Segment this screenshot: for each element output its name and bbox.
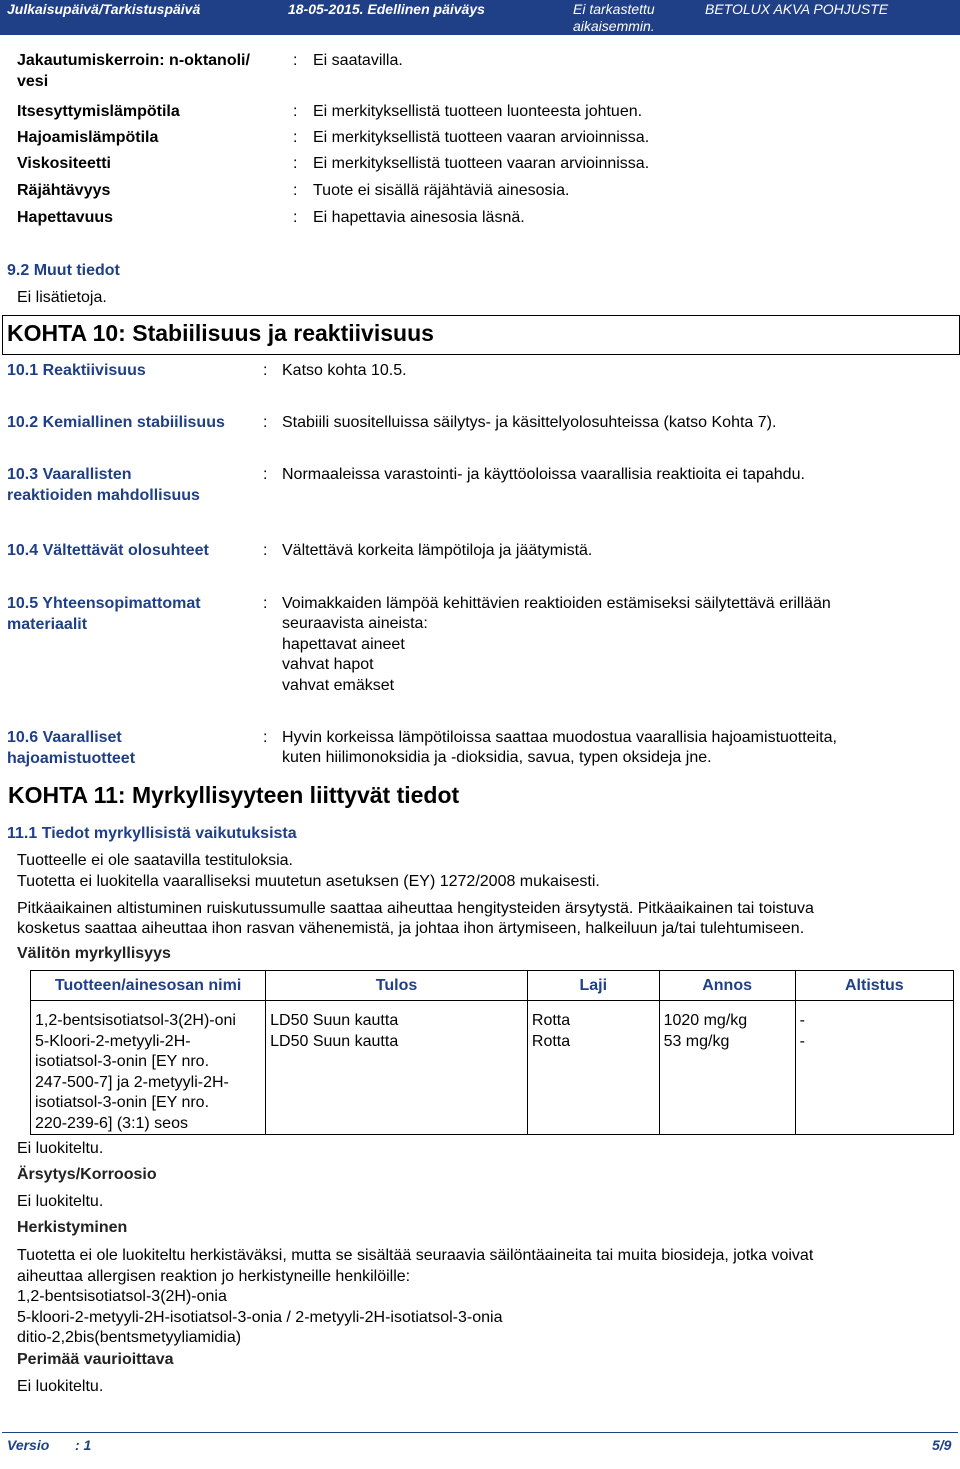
species-line: Rotta bbox=[531, 1032, 571, 1050]
column-header: Tulos bbox=[266, 971, 528, 1001]
colon: : bbox=[293, 182, 298, 199]
page-header bbox=[0, 0, 960, 35]
substance-name-line: 5-Kloori-2-metyyli-2H- bbox=[35, 1032, 191, 1050]
section-10-title: KOHTA 10: Stabiilisuus ja reaktiivisuus bbox=[7, 320, 434, 346]
dose-line: 1020 mg/kg bbox=[663, 1012, 748, 1029]
species-line: Rotta bbox=[531, 1012, 571, 1029]
colon: : bbox=[263, 595, 268, 612]
section-10-header bbox=[2, 315, 960, 355]
exposure-line: - bbox=[799, 1032, 805, 1050]
toxicology-text: kosketus saattaa aiheuttaa ihon rasvan vähenemistä, ja johtaa ihon ärtymiseen, halkeiluun ja/tai tulehtumiseen. bbox=[17, 920, 805, 937]
reactivity-value: Katso kohta 10.5. bbox=[282, 362, 407, 379]
substance-name-line: isotiatsol-3-onin [EY nro. bbox=[35, 1094, 210, 1111]
property-label: Jakautumiskerroin: n-oktanoli/ bbox=[17, 52, 250, 69]
colon: : bbox=[263, 414, 268, 431]
sensitisation-text: 1,2-bentsisotiatsol-3(2H)-onia bbox=[17, 1288, 227, 1305]
incompatible-value: Voimakkaiden lämpöä kehittävien reaktioiden estämiseksi säilytettävä erillään bbox=[282, 595, 831, 612]
section-9-2-text: Ei lisätietoja. bbox=[17, 289, 107, 306]
colon: : bbox=[263, 542, 268, 559]
toxicology-text: Pitkäaikainen altistuminen ruiskutussumulle saattaa aiheuttaa hengitysteiden ärsytystä. Pitkäaikainen tai toistuva bbox=[17, 900, 814, 917]
incompatible-value: vahvat emäkset bbox=[282, 677, 395, 694]
substance-name-line: 247-500-7] ja 2-metyyli-2H- bbox=[35, 1073, 229, 1091]
result-cell bbox=[266, 1001, 528, 1135]
hazardous-reactions-label: 10.3 Vaarallisten bbox=[7, 466, 132, 483]
colon: : bbox=[263, 729, 268, 746]
colon: : bbox=[293, 52, 298, 69]
acute-toxicity-title: Välitön myrkyllisyys bbox=[17, 945, 171, 962]
version-label: Versio bbox=[7, 1437, 50, 1453]
table-header-row bbox=[31, 971, 954, 1001]
verified-note: Ei tarkastettu aikaisemmin. bbox=[573, 1, 655, 34]
incompatible-value: vahvat hapot bbox=[282, 656, 374, 673]
substance-name-line: 1,2-bentsisotiatsol-3(2H)-oni bbox=[35, 1012, 236, 1029]
page-number: 5/9 bbox=[932, 1437, 952, 1453]
result-line: LD50 Suun kautta bbox=[270, 1032, 399, 1050]
incompatible-value: seuraavista aineista: bbox=[282, 615, 428, 632]
hazardous-reactions-value: Normaaleissa varastointi- ja käyttöoloissa vaarallisia reaktioita ei tapahdu. bbox=[282, 466, 805, 483]
revision-label: Julkaisupäivä/Tarkistuspäivä bbox=[7, 1, 201, 17]
not-classified-text: Ei luokiteltu. bbox=[17, 1193, 104, 1210]
species-cell bbox=[527, 1001, 659, 1135]
revision-date: 18-05-2015. Edellinen päiväys bbox=[288, 1, 485, 17]
property-label: vesi bbox=[17, 73, 49, 90]
not-classified-text: Ei luokiteltu. bbox=[17, 1140, 104, 1157]
substance-name-line: isotiatsol-3-onin [EY nro. bbox=[35, 1053, 210, 1070]
colon: : bbox=[293, 103, 298, 120]
incompatible-label: 10.5 Yhteensopimattomat bbox=[7, 595, 201, 612]
incompatible-value: hapettavat aineet bbox=[282, 636, 405, 653]
substance-name-cell bbox=[31, 1001, 266, 1135]
colon: : bbox=[293, 155, 298, 172]
decomposition-value: Hyvin korkeissa lämpötiloissa saattaa muodostua vaarallisia hajoamistuotteita, bbox=[282, 729, 837, 746]
toxicology-subtitle: 11.1 Tiedot myrkyllisistä vaikutuksista bbox=[7, 825, 297, 842]
property-label: Räjähtävyys bbox=[17, 182, 111, 199]
irritation-title: Ärsytys/Korroosio bbox=[17, 1166, 157, 1183]
hazardous-reactions-label: reaktioiden mahdollisuus bbox=[7, 487, 200, 504]
property-label: Itsesyttymislämpötila bbox=[17, 103, 180, 120]
decomposition-value: kuten hiilimonoksidia ja -dioksidia, savua, typen oksideja jne. bbox=[282, 749, 712, 766]
reactivity-label: 10.1 Reaktiivisuus bbox=[7, 362, 146, 379]
section-11-header bbox=[2, 782, 958, 812]
sensitisation-title: Herkistyminen bbox=[17, 1219, 128, 1236]
dose-line: 53 mg/kg bbox=[663, 1032, 730, 1050]
version-value: : 1 bbox=[75, 1437, 92, 1453]
stability-label: 10.2 Kemiallinen stabiilisuus bbox=[7, 414, 225, 431]
property-value: Tuote ei sisällä räjähtäviä ainesosia. bbox=[313, 182, 570, 199]
decomposition-label: 10.6 Vaaralliset bbox=[7, 729, 122, 746]
acute-toxicity-table bbox=[30, 970, 954, 1135]
sensitisation-text: ditio-2,2bis(bentsmetyyliamidia) bbox=[17, 1329, 242, 1346]
table-row bbox=[31, 1001, 954, 1135]
property-value: Ei saatavilla. bbox=[313, 52, 403, 69]
dose-cell bbox=[659, 1001, 795, 1135]
section-9-2-title: 9.2 Muut tiedot bbox=[7, 262, 120, 279]
incompatible-label: materiaalit bbox=[7, 616, 88, 633]
mutagenicity-title: Perimää vaurioittava bbox=[17, 1351, 174, 1368]
product-name: BETOLUX AKVA POHJUSTE bbox=[705, 1, 889, 17]
conditions-value: Vältettävä korkeita lämpötiloja ja jäätymistä. bbox=[282, 542, 593, 559]
colon: : bbox=[263, 362, 268, 379]
column-header: Annos bbox=[659, 971, 795, 1001]
property-value: Ei merkityksellistä tuotteen vaaran arvioinnissa. bbox=[313, 155, 650, 172]
stability-value: Stabiili suositelluissa säilytys- ja käsittelyolosuhteissa (katso Kohta 7). bbox=[282, 414, 777, 431]
section-11-title: KOHTA 11: Myrkyllisyyteen liittyvät tiedot bbox=[8, 782, 460, 808]
column-header: Laji bbox=[527, 971, 659, 1001]
substance-name-line: 220-239-6] (3:1) seos bbox=[35, 1114, 188, 1132]
property-label: Viskositeetti bbox=[17, 155, 111, 172]
property-value: Ei hapettavia ainesosia läsnä. bbox=[313, 209, 525, 226]
property-value: Ei merkityksellistä tuotteen luonteesta johtuen. bbox=[313, 103, 643, 120]
colon: : bbox=[293, 209, 298, 226]
property-label: Hapettavuus bbox=[17, 209, 114, 226]
colon: : bbox=[263, 466, 268, 483]
sensitisation-text: 5-kloori-2-metyyli-2H-isotiatsol-3-onia / 2-metyyli-2H-isotiatsol-3-onia bbox=[17, 1309, 503, 1326]
exposure-cell bbox=[795, 1001, 953, 1135]
sensitisation-text: aiheuttaa allergisen reaktion jo herkistyneille henkilöille: bbox=[17, 1268, 411, 1285]
not-classified-text: Ei luokiteltu. bbox=[17, 1378, 104, 1395]
sensitisation-text: Tuotetta ei ole luokiteltu herkistäväksi, mutta se sisältää seuraavia säilöntäaineita tai muita biosideja, jotka voivat bbox=[17, 1247, 814, 1264]
property-value: Ei merkityksellistä tuotteen vaaran arvioinnissa. bbox=[313, 129, 650, 146]
column-header: Tuotteen/ainesosan nimi bbox=[31, 971, 266, 1001]
decomposition-label: hajoamistuotteet bbox=[7, 750, 136, 767]
toxicology-text: Tuotteelle ei ole saatavilla testituloksia. bbox=[17, 852, 293, 869]
conditions-label: 10.4 Vältettävät olosuhteet bbox=[7, 542, 209, 559]
colon: : bbox=[293, 129, 298, 146]
toxicology-text: Tuotetta ei luokitella vaaralliseksi muutetun asetuksen (EY) 1272/2008 mukaisesti. bbox=[17, 873, 600, 890]
exposure-line: - bbox=[799, 1012, 805, 1029]
footer-divider bbox=[2, 1432, 958, 1433]
result-line: LD50 Suun kautta bbox=[270, 1012, 399, 1029]
property-label: Hajoamislämpötila bbox=[17, 129, 159, 146]
column-header: Altistus bbox=[795, 971, 953, 1001]
